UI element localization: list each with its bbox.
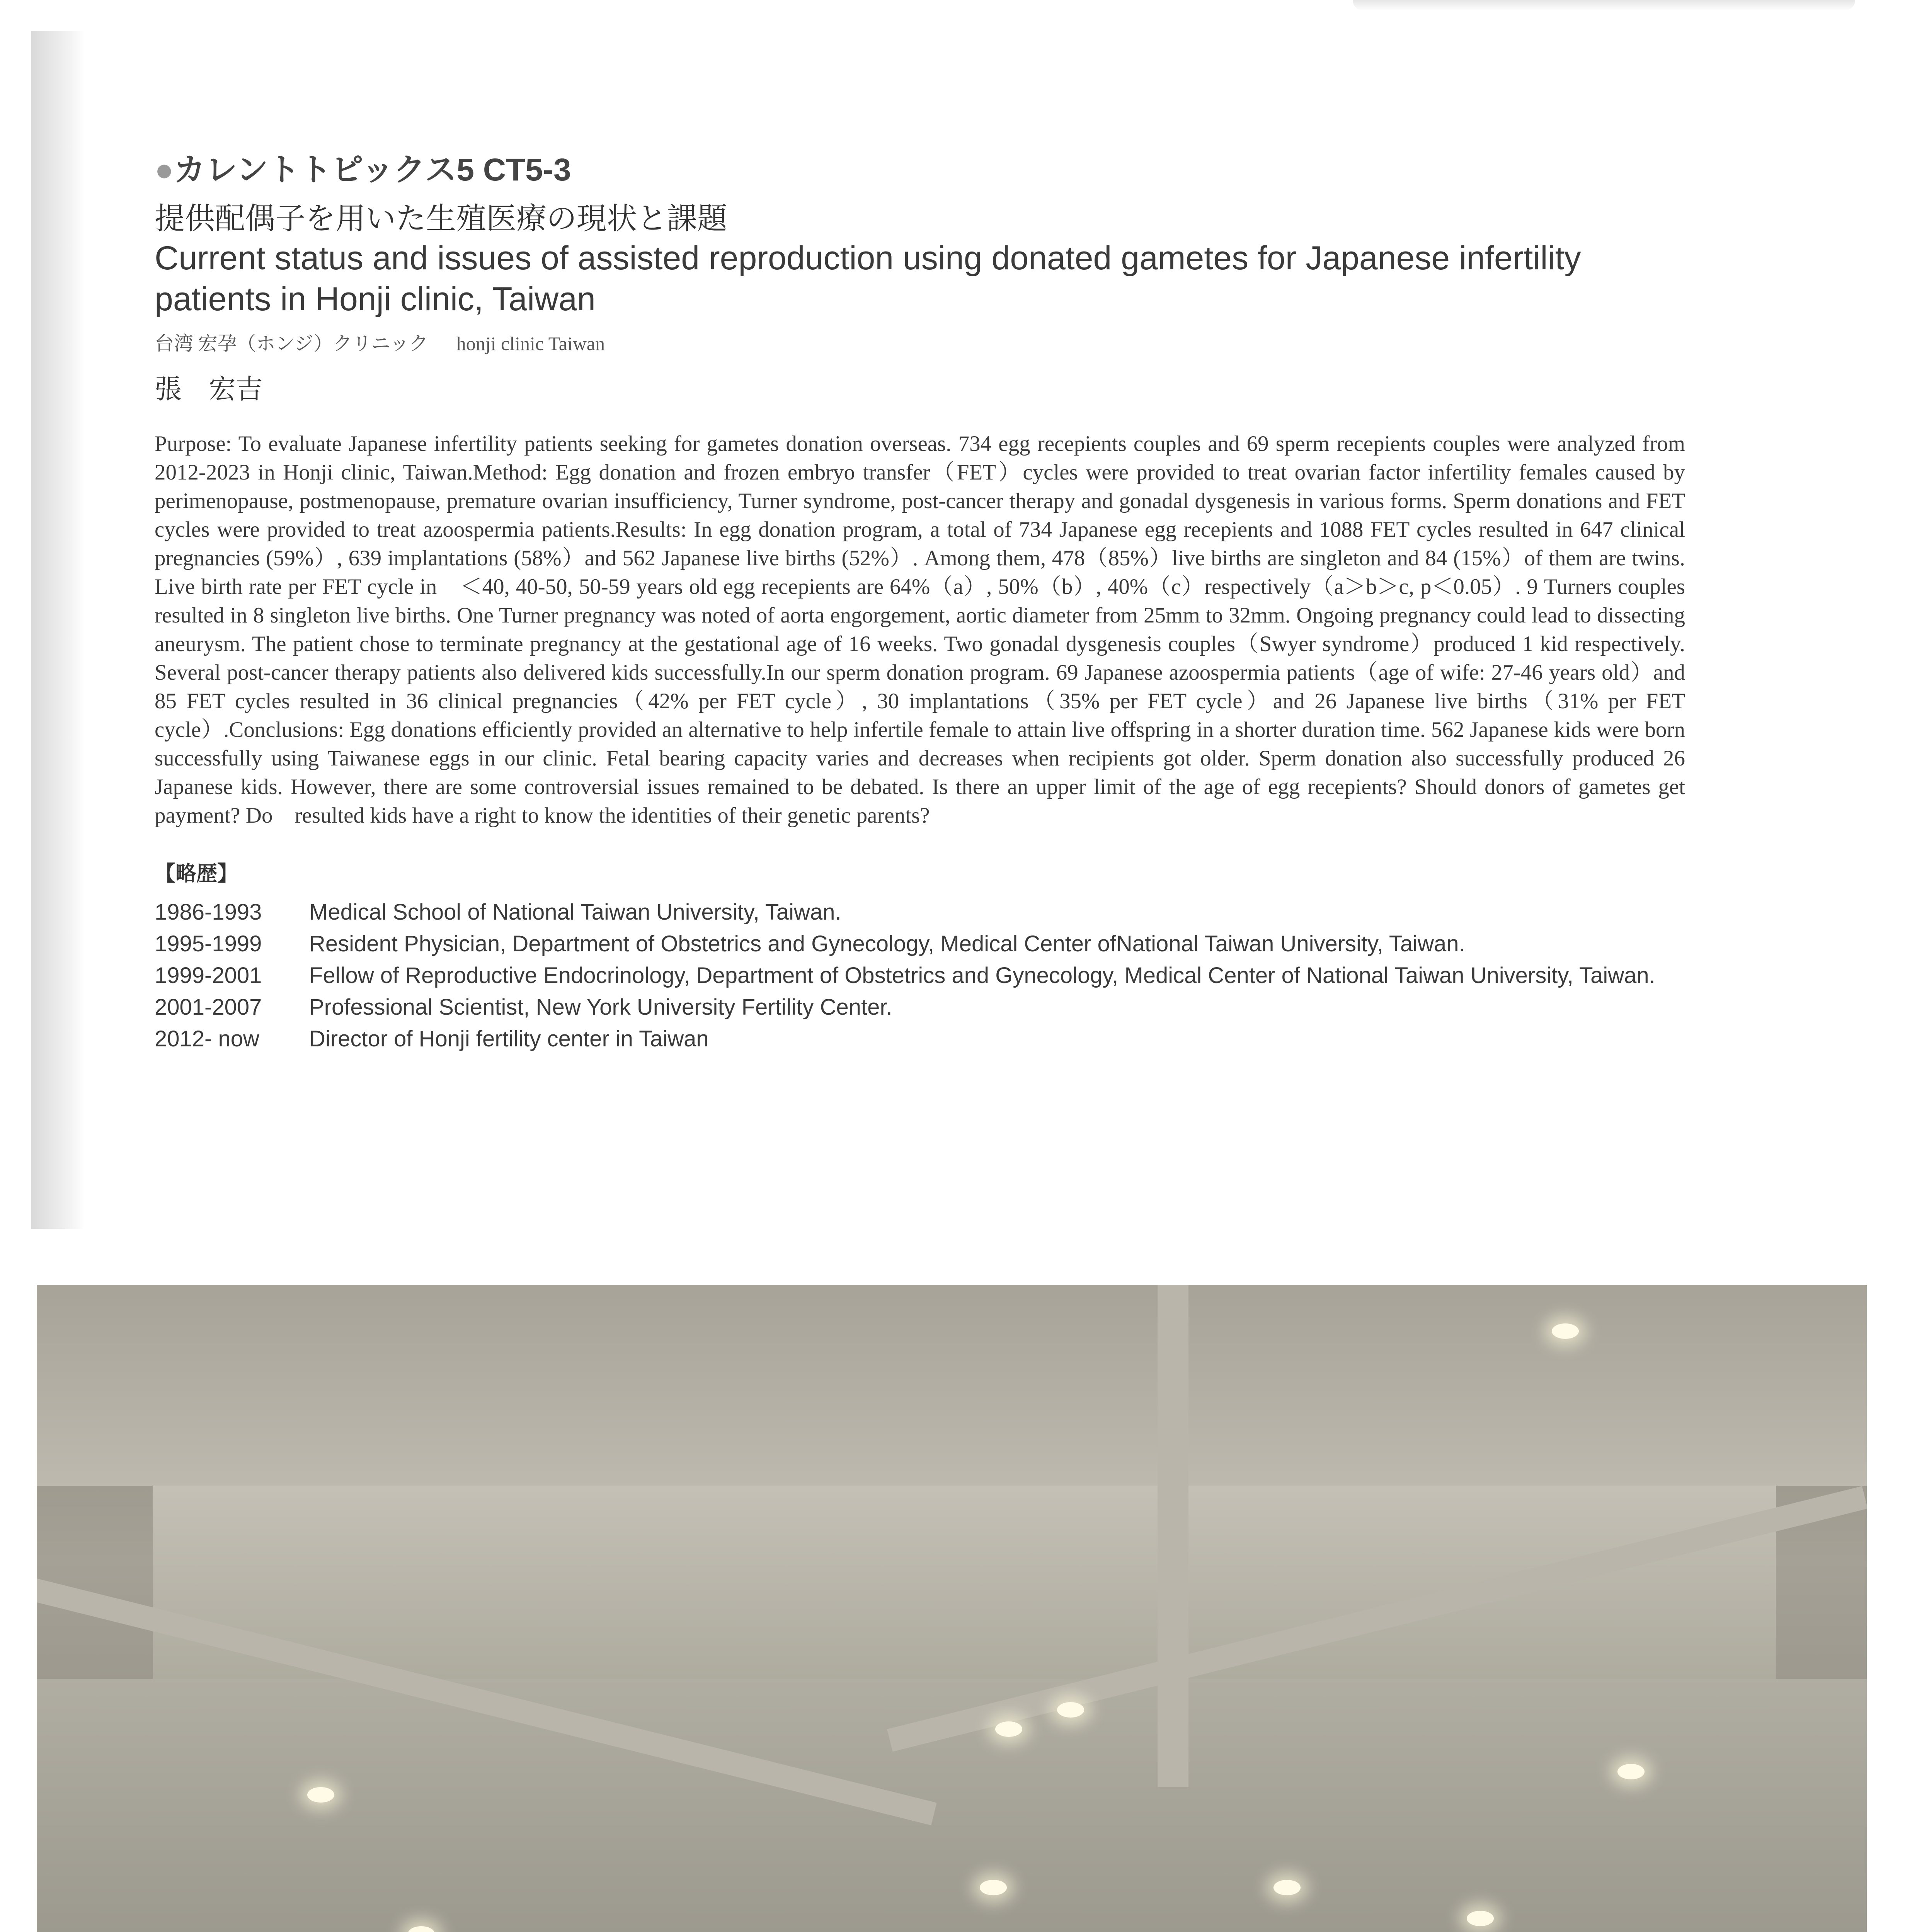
- biography-text: Resident Physician, Department of Obstetrics and Gynecology, Medical Center ofNational Taiwan University, Taiwan.: [309, 931, 1465, 956]
- biography-text: Professional Scientist, New York University Fertility Center.: [309, 995, 892, 1020]
- page-gutter-shadow: [31, 31, 85, 1229]
- ceiling-beam: [1158, 1285, 1188, 1787]
- biography-text: Fellow of Reproductive Endocrinology, Department of Obstetrics and Gynecology, Medical Center of National Taiwan University, Taiwan.: [309, 963, 1655, 988]
- biography-text: Director of Honji fertility center in Taiwan: [309, 1026, 709, 1051]
- title-english: Current status and issues of assisted reproduction using donated gametes for Japanese infertility patients in Honji clinic, Taiwan: [155, 240, 1581, 318]
- lecture-hall-photo: [37, 1285, 1867, 1932]
- author-name: 張 宏吉: [155, 373, 263, 405]
- page-edge-shadow: [1353, 0, 1855, 11]
- biography-entry: [155, 930, 1693, 958]
- abstract-document: [155, 149, 1693, 1057]
- ceiling-panel: [37, 1285, 1867, 1486]
- biography-entry: [155, 898, 1693, 926]
- affiliation-japanese: 台湾 宏孕（ホンジ）クリニック: [155, 333, 429, 354]
- affiliation-english: honji clinic Taiwan: [456, 333, 605, 354]
- abstract-body: Purpose: To evaluate Japanese infertility patients seeking for gametes donation overseas. 734 egg recepients couples and 69 sperm recepients couples were analyzed from 2012-2023 in Honji clinic, Taiwan.Method: Egg donation and frozen embryo transfer（FET）cycles were provided to treat ovarian factor infertility females caused by perimenopause, postmenopause, premature ovarian insufficiency, Turner syndrome, post-cancer therapy and gonadal dysgenesis in various forms. Sperm donations and FET cycles were provided to treat azoospermia patients.Results: In egg donation program, a total of 734 Japanese egg recepients and 1088 FET cycles resulted in 647 clinical pregnancies (59%）, 639 implantations (58%）and 562 Japanese live births (52%）. Among them, 478（85%）live births are singleton and 84 (15%）of them are twins. Live birth rate per FET cycle in ＜40, 40-50, 50-59 years old egg recepients are 64%（a）, 50%（b）, 40%（c）respectively（a＞b＞c, p＜0.05）. 9 Turners couples resulted in 8 singleton live births. One Turner pregnancy was noted of aorta engorgement, aortic diameter from 25mm to 32mm. Ongoing pregnancy could lead to dissecting aneurysm. The patient chose to terminate pregnancy at the gestational age of 16 weeks. Two gonadal dysgenesis couples（Swyer syndrome）produced 1 kid respectively. Several post-cancer therapy patients also delivered kids successfully.In our sperm donation program. 69 Japanese azoospermia patients（age of wife: 27-46 years old）and 85 FET cycles resulted in 36 clinical pregnancies（42% per FET cycle）, 30 implantations（35% per FET cycle）and 26 Japanese live births（31% per FET cycle）.Conclusions: Egg donations efficiently provided an alternative to help infertile female to attain live offspring in a shorter duration time. 562 Japanese kids were born successfully using Taiwanese eggs in our clinic. Fetal bearing capacity varies and decreases when recipients got older. Sperm donation also successfully produced 26 Japanese kids. However, there are some controversial issues remained to be debated. Is there an upper limit of the age of egg recepients? Should donors of gametes get payment? Do resulted kids have a right to know the identities of their genetic parents?: [155, 432, 1685, 828]
- title-japanese: 提供配偶子を用いた生殖医療の現状と課題: [155, 201, 728, 235]
- biography-entry: [155, 962, 1693, 990]
- ceiling-light: [1057, 1702, 1084, 1718]
- biography-years: 1995-1999: [155, 931, 262, 956]
- biography-section: [155, 857, 1693, 1053]
- bullet-icon: ●: [155, 152, 174, 187]
- ceiling-light: [980, 1880, 1007, 1895]
- ceiling-light: [1617, 1764, 1645, 1779]
- biography-entry: [155, 1025, 1693, 1053]
- ceiling-light: [1273, 1880, 1301, 1895]
- biography-entry: [155, 993, 1693, 1021]
- ceiling-light: [1552, 1323, 1579, 1339]
- biography-text: Medical School of National Taiwan University, Taiwan.: [309, 900, 841, 925]
- biography-years: 2012- now: [155, 1026, 259, 1051]
- affiliation: [155, 328, 1693, 356]
- biography-heading: 【略歴】: [155, 862, 238, 885]
- biography-years: 1986-1993: [155, 900, 262, 925]
- ceiling-light: [307, 1787, 334, 1803]
- session-code: CT5-3: [483, 152, 571, 187]
- biography-years: 1999-2001: [155, 963, 262, 988]
- biography-years: 2001-2007: [155, 995, 262, 1020]
- session-label: カレントトピックス5: [174, 152, 474, 187]
- ceiling-light: [995, 1721, 1022, 1737]
- ceiling-light: [1467, 1911, 1494, 1926]
- session-header: [155, 149, 1693, 191]
